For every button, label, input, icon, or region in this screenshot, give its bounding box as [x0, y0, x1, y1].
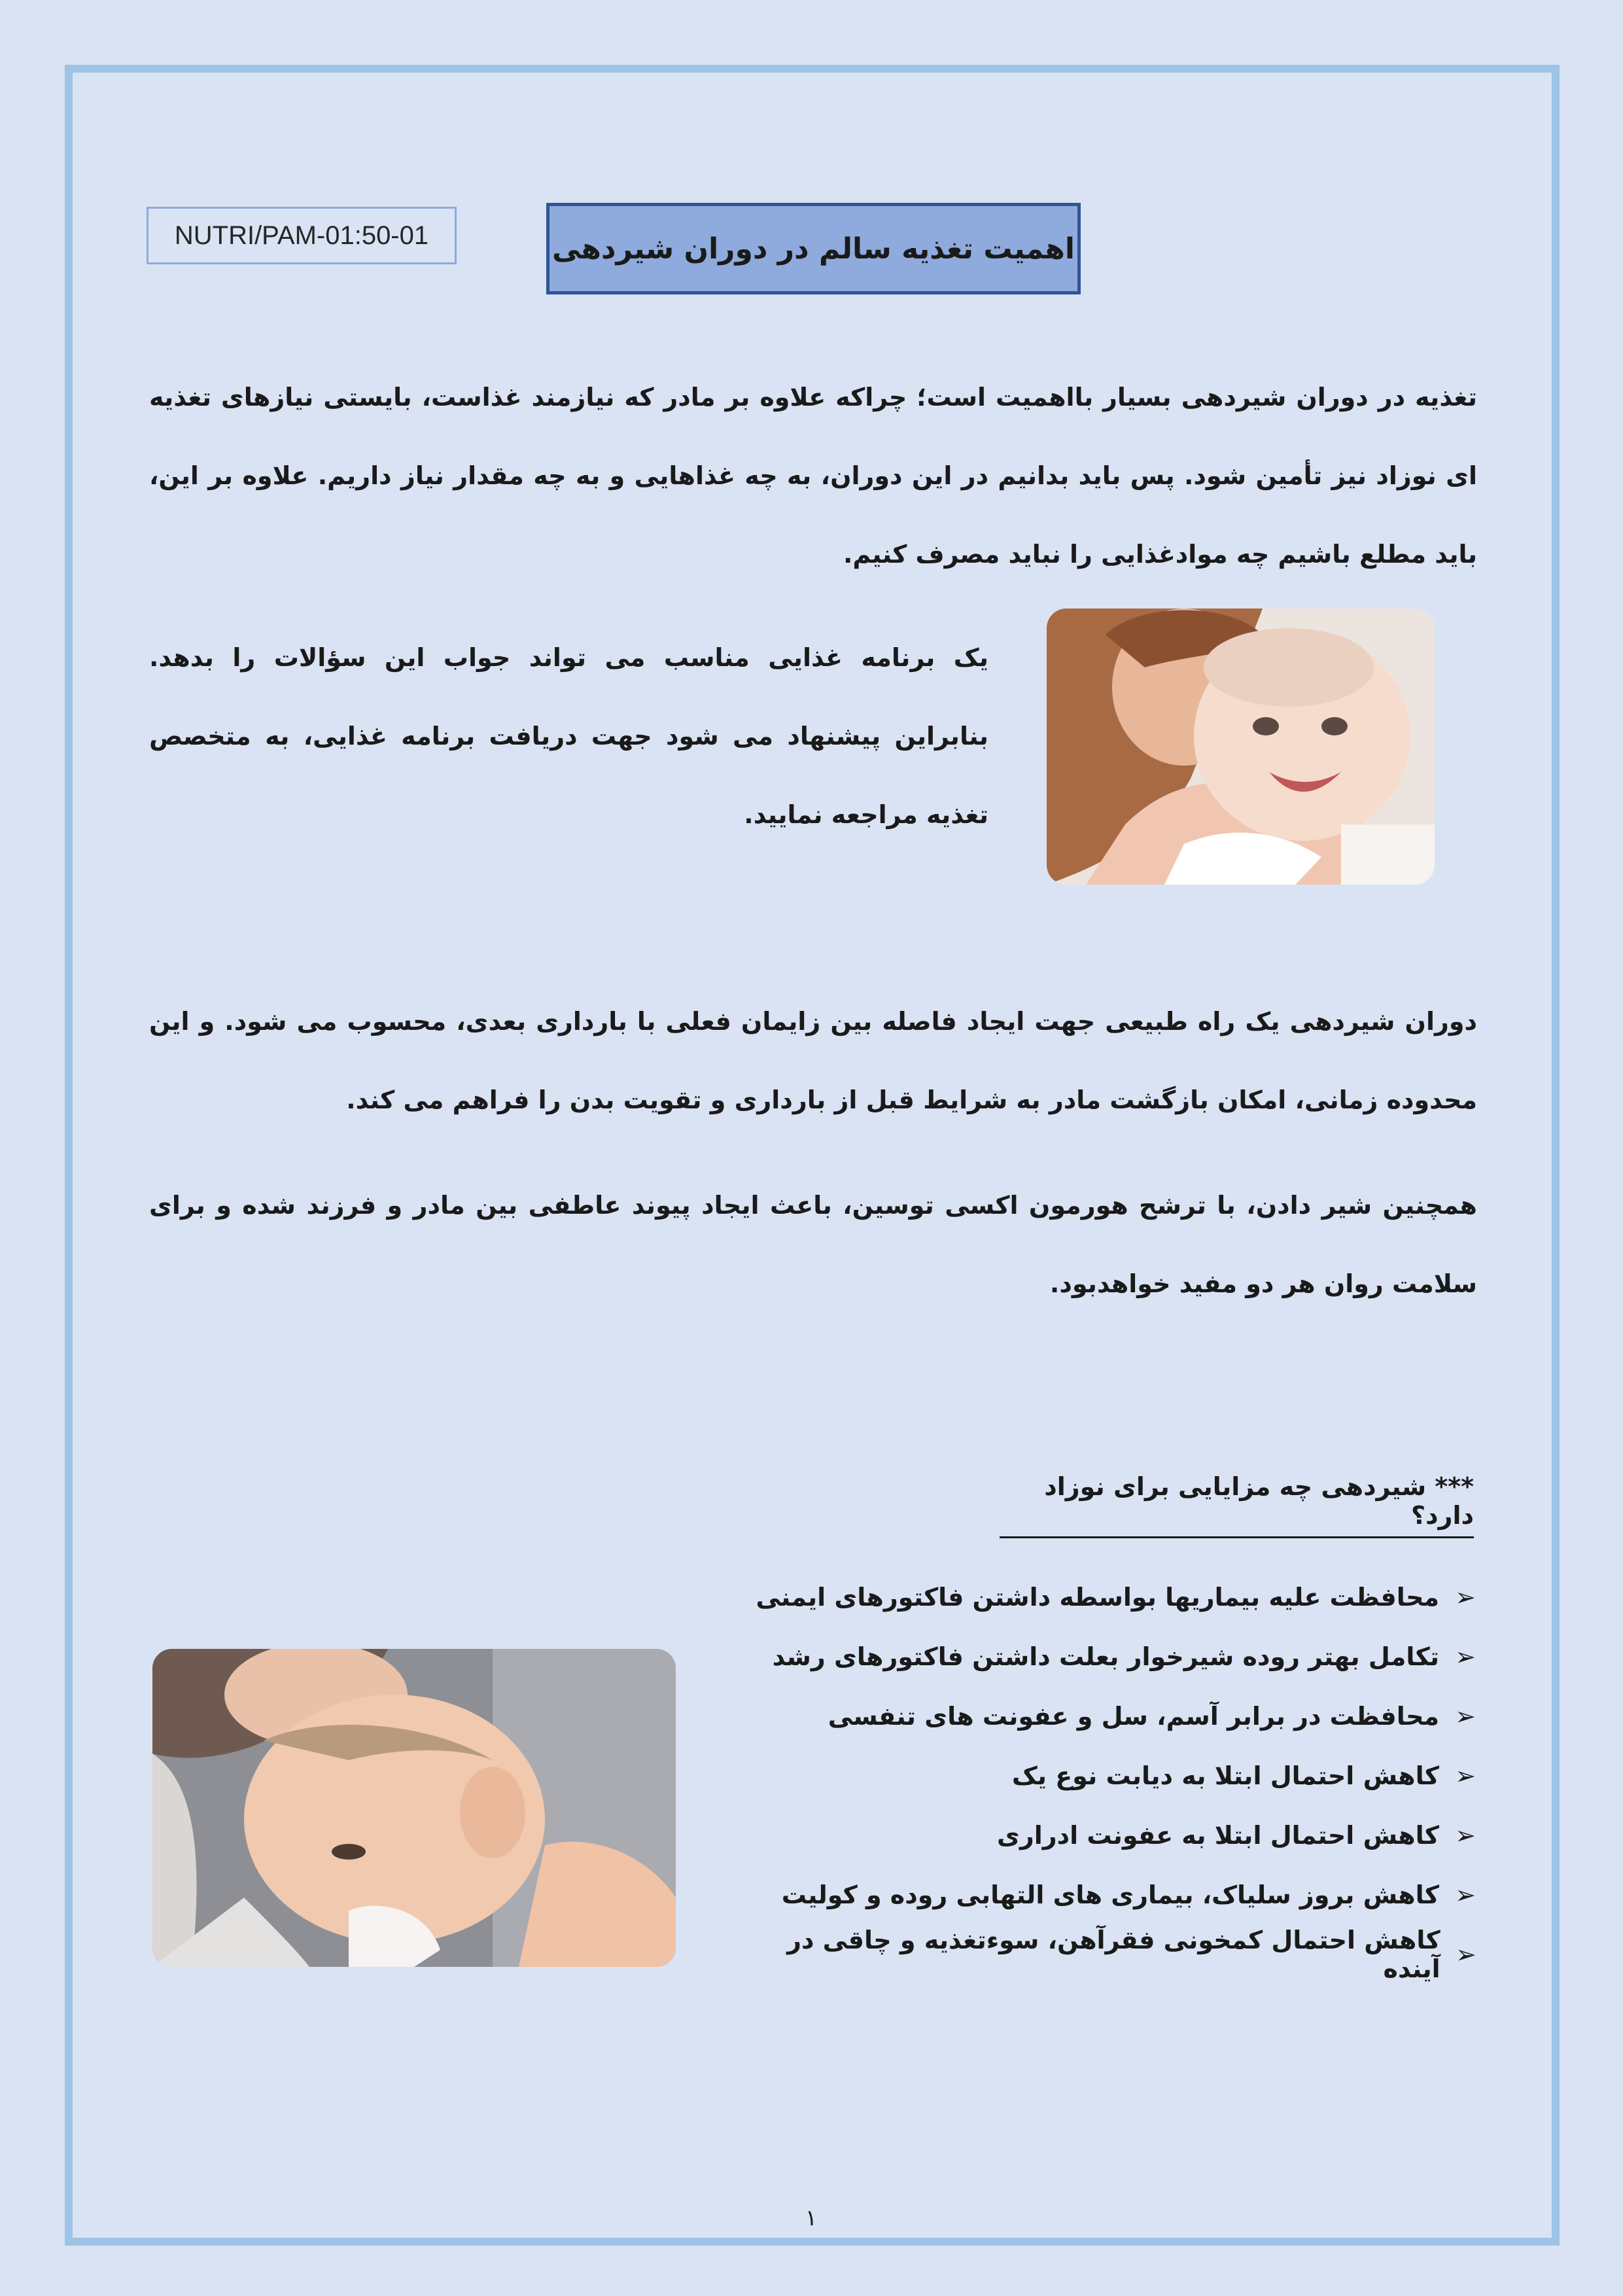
check-arrow-icon: ➢	[1455, 1761, 1476, 1790]
list-item	[752, 1627, 1478, 1686]
document-code: NUTRI/PAM-01:50-01	[147, 207, 457, 264]
benefit-text: تکامل بهتر روده شیرخوار بعلت داشتن فاکتورهای رشد	[772, 1642, 1439, 1671]
benefit-text: محافظت علیه بیماریها بواسطه داشتن فاکتورهای ایمنی	[756, 1582, 1439, 1612]
check-arrow-icon: ➢	[1455, 1820, 1476, 1850]
check-arrow-icon: ➢	[1455, 1701, 1476, 1731]
spacing-paragraph: دوران شیردهی یک راه طبیعی جهت ایجاد فاصله بین زایمان فعلی با بارداری بعدی، محسوب می شود. و این محدوده زمانی، امکان بازگشت مادر به شرایط قبل از بارداری و تقویت بدن را فراهم می کند.	[149, 1007, 1477, 1114]
list-item	[752, 1567, 1478, 1627]
list-item	[752, 1805, 1478, 1865]
list-item	[752, 1686, 1478, 1746]
page-title: اهمیت تغذیه سالم در دوران شیردهی	[546, 203, 1081, 294]
nutrition-plan-paragraph: یک برنامه غذایی مناسب می تواند جواب این سؤالات را بدهد. بنابراین پیشنهاد می شود جهت دریافت برنامه غذایی، به متخصص تغذیه مراجعه نمایید.	[149, 643, 988, 829]
benefit-text: کاهش احتمال کمخونی فقرآهن، سوءتغذیه و چاقی در آینده	[787, 1925, 1440, 1983]
mother-kissing-baby-photo	[1047, 609, 1435, 885]
intro-paragraph: تغذیه در دوران شیردهی بسیار بااهمیت است؛ چراکه علاوه بر مادر که نیازمند غذاست، بایستی نیازهای تغذیه ای نوزاد نیز تأمین شود. پس باید بدانیم در این دوران، به چه غذاهایی و به چه مقدار نیاز داریم. علاوه بر این، باید مطلع باشیم چه موادغذایی را نباید مصرف کنیم.	[149, 383, 1477, 569]
check-arrow-icon: ➢	[1455, 1642, 1476, 1671]
benefits-heading: *** شیردهی چه مزایایی برای نوزاد دارد؟	[1000, 1472, 1474, 1538]
bonding-paragraph: همچنین شیر دادن، با ترشح هورمون اکسی توسین، باعث ایجاد پیوند عاطفی بین مادر و فرزند شده و برای سلامت روان هر دو مفید خواهدبود.	[149, 1191, 1477, 1298]
benefit-text: محافظت در برابر آسم، سل و عفونت های تنفسی	[828, 1701, 1439, 1731]
check-arrow-icon: ➢	[1455, 1939, 1476, 1969]
check-arrow-icon: ➢	[1455, 1880, 1476, 1909]
page-number: ۱	[805, 2205, 818, 2231]
breastfeeding-baby-photo	[152, 1649, 676, 1967]
list-item	[752, 1924, 1478, 1984]
benefit-text: کاهش احتمال ابتلا به عفونت ادراری	[997, 1820, 1439, 1850]
check-arrow-icon: ➢	[1455, 1582, 1476, 1612]
benefit-text: کاهش احتمال ابتلا به دیابت نوع یک	[1011, 1761, 1439, 1790]
list-item	[752, 1865, 1478, 1924]
list-item	[752, 1746, 1478, 1805]
benefit-text: کاهش بروز سلیاک، بیماری های التهابی روده و کولیت	[781, 1880, 1439, 1909]
benefits-list	[752, 1567, 1478, 1984]
